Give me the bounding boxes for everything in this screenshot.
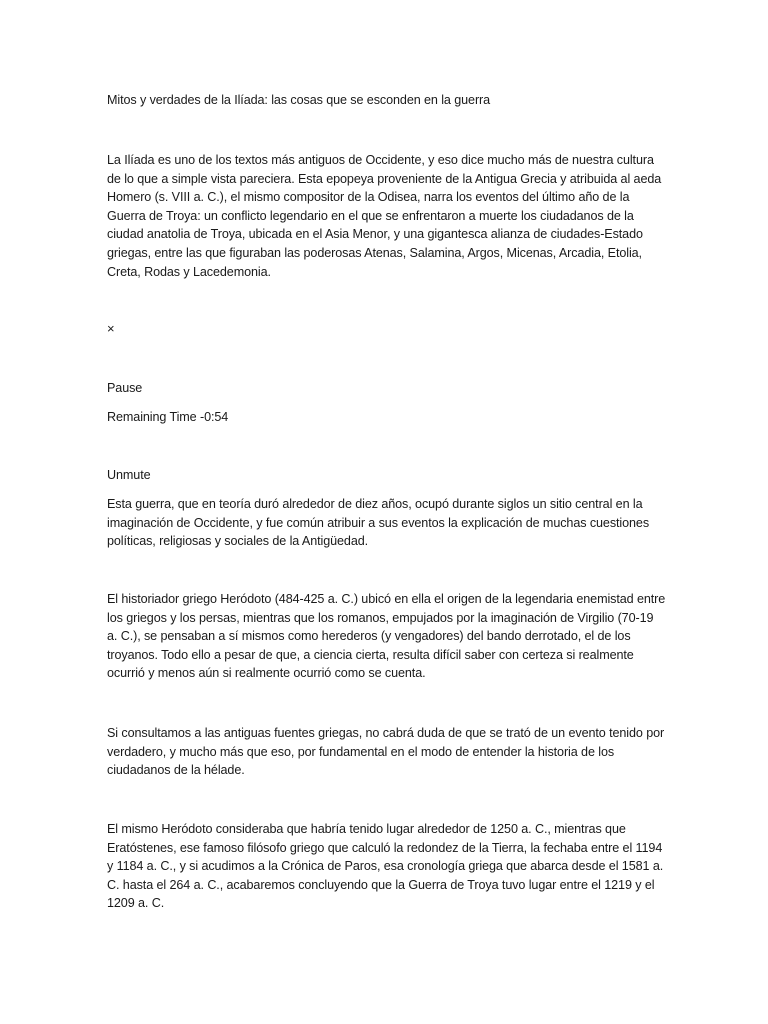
- paragraph-herodotus: El historiador griego Heródoto (484-425 a. C.) ubicó en ella el origen de la legendaria enemistad entre los griegos y los persas, mientras que los romanos, empujados por la imaginación de Virgilio (70-19 a. C.), se pensaban a sí mismos como herederos (y vengadores) del bando derrotado, el de los troyanos. Todo ello a pesar de que, a ciencia cierta, resulta difícil saber con certeza si realmente ocurrió y menos aún si realmente ocurrió como se cuenta.: [107, 592, 666, 681]
- paragraph-greek-sources: Si consultamos a las antiguas fuentes griegas, no cabrá duda de que se trató de un evento tenido por verdadero, y mucho más que eso, por fundamental en el modo de entender la historia de los ciudadanos de la hélade.: [107, 726, 665, 778]
- document-title: Mitos y verdades de la Ilíada: las cosas que se esconden en la guerra: [107, 93, 491, 107]
- paragraph-dating: El mismo Heródoto consideraba que habría tenido lugar alrededor de 1250 a. C., mientras que Eratóstenes, ese famoso filósofo griego que calculó la redondez de la Tierra, la fechaba entre el 1194 y 1184 a. C., y si acudimos a la Crónica de Paros, esa cronología griega que abarca desde el 1581 a. C. hasta el 264 a. C., acabaremos concluyendo que la Guerra de Troya tuvo lugar entre el 1219 y el 1209 a. C.: [107, 822, 664, 911]
- paragraph-intro: La Ilíada es uno de los textos más antiguos de Occidente, y eso dice mucho más de nuestra cultura de lo que a simple vista pareciera. Esta epopeya proveniente de la Antigua Grecia y atribuida al aeda Homero (s. VIII a. C.), el mismo compositor de la Odisea, narra los eventos del último año de la Guerra de Troya: un conflicto legendario en el que se enfrentaron a muerte los ciudadanos de la ciudad anatolia de Troya, ubicada en el Asia Menor, y una gigantesca alianza de ciudades-Estado griegas, entre las que figuraban las poderosas Atenas, Salamina, Argos, Micenas, Arcadia, Etolia, Creta, Rodas y Lacedemonia.: [107, 153, 662, 279]
- unmute-button[interactable]: Unmute: [107, 468, 151, 482]
- pause-button[interactable]: Pause: [107, 381, 143, 395]
- paragraph-war-duration: Esta guerra, que en teoría duró alrededor de diez años, ocupó durante siglos un sitio central en la imaginación de Occidente, y fue común atribuir a sus eventos la explicación de muchas cuestiones políticas, religiosas y sociales de la Antigüedad.: [107, 497, 650, 549]
- remaining-time-text: Remaining Time -0:54: [107, 410, 229, 424]
- close-icon[interactable]: ×: [107, 321, 115, 336]
